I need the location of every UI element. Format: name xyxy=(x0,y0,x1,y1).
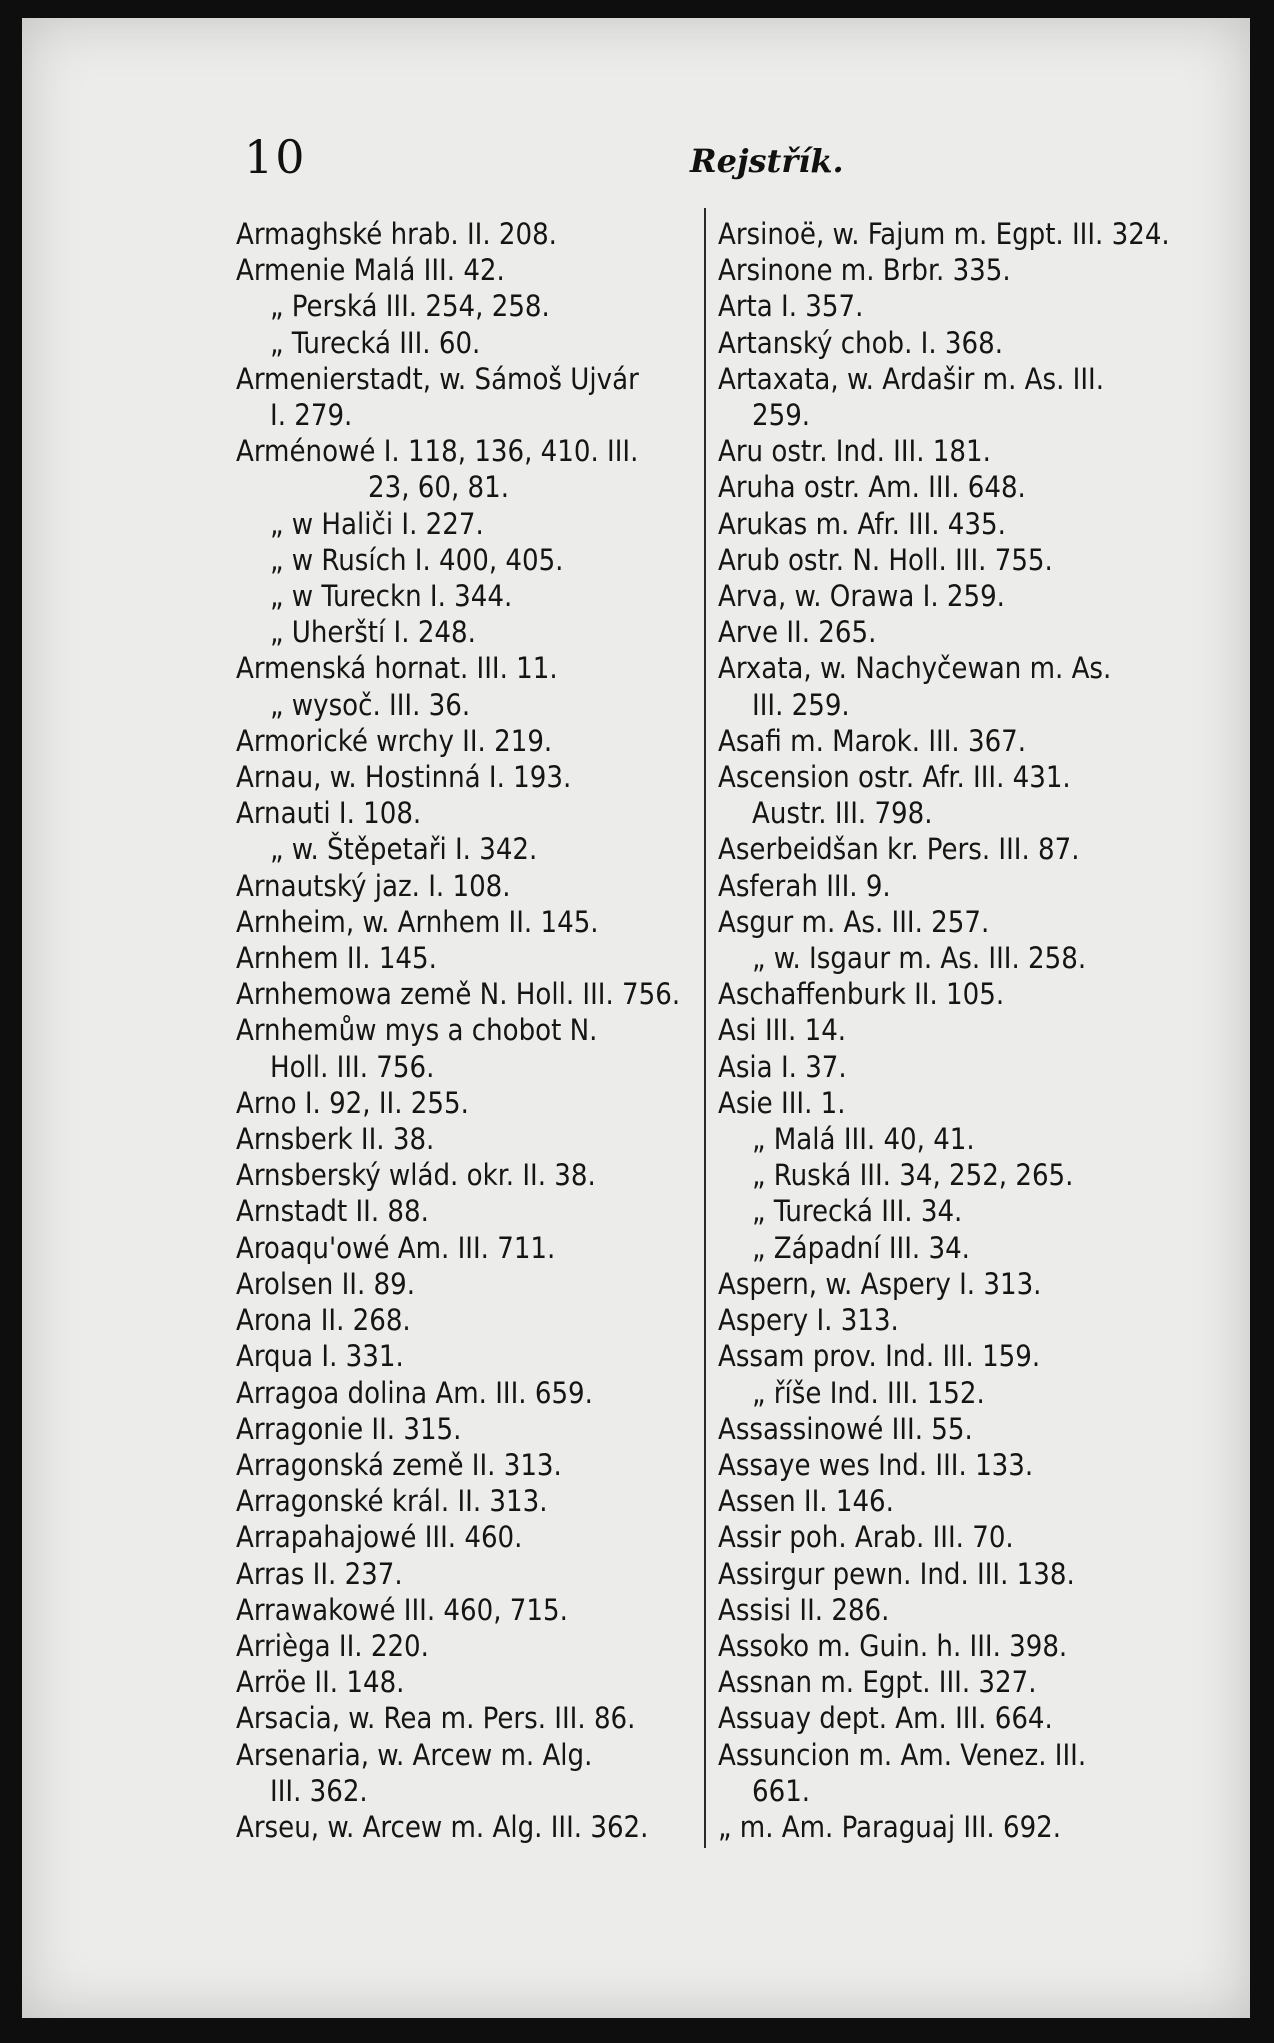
index-entry: „ m. Am. Paraguaj III. 692. xyxy=(718,1809,1062,1844)
index-entry: Asi III. 14. xyxy=(718,1013,847,1048)
index-entry: Arnhemůw mys a chobot N. xyxy=(236,1013,598,1048)
index-entry: Aspery I. 313. xyxy=(718,1303,899,1338)
index-entry: „ w Haliči I. 227. xyxy=(270,506,484,541)
index-column-right xyxy=(718,216,1218,1845)
index-entry: Arnstadt II. 88. xyxy=(236,1194,429,1229)
index-entry: Aru ostr. Ind. III. 181. xyxy=(718,434,991,469)
index-entry: I. 279. xyxy=(270,398,353,433)
index-entry: 259. xyxy=(752,398,811,433)
index-entry: Arolsen II. 89. xyxy=(236,1266,416,1301)
index-entry: „ Západní III. 34. xyxy=(752,1230,970,1265)
scanned-page xyxy=(22,18,1250,2018)
index-entry: Arröe II. 148. xyxy=(236,1665,405,1700)
index-entry: Arva, w. Orawa I. 259. xyxy=(718,579,1005,614)
index-entry: Arnhemowa země N. Holl. III. 756. xyxy=(236,977,681,1012)
index-column-left xyxy=(236,216,706,1845)
index-entry: Asie III. 1. xyxy=(718,1085,846,1120)
index-entry: Aspern, w. Aspery I. 313. xyxy=(718,1266,1042,1301)
index-entry: „ w. Isgaur m. As. III. 258. xyxy=(752,941,1087,976)
index-entry: Arnauti I. 108. xyxy=(236,796,422,831)
index-entry: III. 362. xyxy=(270,1773,368,1808)
index-entry: III. 259. xyxy=(752,687,850,722)
index-entry: Arnheim, w. Arnhem II. 145. xyxy=(236,904,599,939)
index-entry: Assirgur pewn. Ind. III. 138. xyxy=(718,1556,1075,1591)
index-entry: Arsinoë, w. Fajum m. Egpt. III. 324. xyxy=(718,217,1170,251)
index-entry: „ Ruská III. 34, 252, 265. xyxy=(752,1158,1074,1193)
index-entry: Holl. III. 756. xyxy=(270,1049,435,1084)
index-entry: Assir poh. Arab. III. 70. xyxy=(718,1520,1014,1555)
index-entry: Arnsberk II. 38. xyxy=(236,1122,435,1157)
index-entry: Austr. III. 798. xyxy=(752,796,933,831)
index-entry: Assam prov. Ind. III. 159. xyxy=(718,1339,1041,1374)
index-entry: Asia I. 37. xyxy=(718,1049,847,1084)
index-entry: Arno I. 92, II. 255. xyxy=(236,1085,469,1120)
index-entry: Aschaffenburk II. 105. xyxy=(718,977,1005,1012)
index-entry: Arona II. 268. xyxy=(236,1303,411,1338)
index-entry: Arrapahajowé III. 460. xyxy=(236,1520,523,1555)
index-entry: Arras II. 237. xyxy=(236,1556,403,1591)
index-entry: Artaxata, w. Ardašir m. As. III. xyxy=(718,361,1105,396)
index-entry: Asgur m. As. III. 257. xyxy=(718,904,990,939)
index-entry: Aruha ostr. Am. III. 648. xyxy=(718,470,1026,505)
index-entry: Arragoa dolina Am. III. 659. xyxy=(236,1375,593,1410)
column-divider xyxy=(704,208,706,1848)
index-entry: Arxata, w. Nachyčewan m. As. xyxy=(718,651,1112,686)
running-title: Rejstřík. xyxy=(690,142,844,180)
index-entry: Ascension ostr. Afr. III. 431. xyxy=(718,760,1071,795)
index-entry: Assoko m. Guin. h. III. 398. xyxy=(718,1628,1068,1663)
index-entry: Arsacia, w. Rea m. Pers. III. 86. xyxy=(236,1701,636,1736)
index-entry: Armenie Malá III. 42. xyxy=(236,253,505,288)
index-entry: Assuay dept. Am. III. 664. xyxy=(718,1701,1053,1736)
index-entry: Arsenaria, w. Arcew m. Alg. xyxy=(236,1737,593,1772)
index-entry: „ w Rusích I. 400, 405. xyxy=(270,542,564,577)
index-entry: „ říše Ind. III. 152. xyxy=(752,1375,985,1410)
index-entry: Assen II. 146. xyxy=(718,1484,894,1519)
index-entry: Asferah III. 9. xyxy=(718,868,891,903)
index-entry: Arragonské král. II. 313. xyxy=(236,1484,548,1519)
index-entry: „ Turecká III. 60. xyxy=(270,325,481,360)
index-entry: Aroaqu'owé Am. III. 711. xyxy=(236,1230,556,1265)
index-entry: Armorické wrchy II. 219. xyxy=(236,723,553,758)
index-entry: Arrawakowé III. 460, 715. xyxy=(236,1592,568,1627)
index-entry: „ w. Štěpetaři I. 342. xyxy=(270,832,538,867)
index-entry: Arnhem II. 145. xyxy=(236,941,437,976)
index-entry: Arve II. 265. xyxy=(718,615,877,650)
index-entry: Arragonská země II. 313. xyxy=(236,1447,562,1482)
index-entry: Assnan m. Egpt. III. 327. xyxy=(718,1665,1037,1700)
index-entry: Assaye wes Ind. III. 133. xyxy=(718,1447,1034,1482)
index-entry: Arnau, w. Hostinná I. 193. xyxy=(236,760,572,795)
index-entry: Aserbeidšan kr. Pers. III. 87. xyxy=(718,832,1080,867)
index-entry: 23, 60, 81. xyxy=(368,470,509,505)
index-entry: Assuncion m. Am. Venez. III. xyxy=(718,1737,1087,1772)
index-entry: Armaghské hrab. II. 208. xyxy=(236,217,557,251)
index-entry: Assisi II. 286. xyxy=(718,1592,890,1627)
index-entry: „ Turecká III. 34. xyxy=(752,1194,963,1229)
index-entry: Arukas m. Afr. III. 435. xyxy=(718,506,1006,541)
index-entry: Assassinowé III. 55. xyxy=(718,1411,973,1446)
index-entry: Asafi m. Marok. III. 367. xyxy=(718,723,1027,758)
index-entry: Arnautský jaz. I. 108. xyxy=(236,868,511,903)
index-entry: Armenierstadt, w. Sámoš Ujvár xyxy=(236,361,639,396)
index-entry: 661. xyxy=(752,1773,811,1808)
index-entry: Arnsberský wlád. okr. II. 38. xyxy=(236,1158,596,1193)
index-entry: „ w Tureckn I. 344. xyxy=(270,579,513,614)
index-entry: Arub ostr. N. Holl. III. 755. xyxy=(718,542,1053,577)
index-entry: „ Uherští I. 248. xyxy=(270,615,476,650)
index-entry: Arrièga II. 220. xyxy=(236,1628,429,1663)
index-entry: Arseu, w. Arcew m. Alg. III. 362. xyxy=(236,1809,649,1844)
page-number: 10 xyxy=(244,130,307,184)
index-entry: Arqua I. 331. xyxy=(236,1339,404,1374)
index-entry: Arta I. 357. xyxy=(718,289,864,324)
index-entry: Arsinone m. Brbr. 335. xyxy=(718,253,1011,288)
index-entry: „ wysoč. III. 36. xyxy=(270,687,471,722)
index-entry: „ Perská III. 254, 258. xyxy=(270,289,550,324)
index-entry: Arménowé I. 118, 136, 410. III. xyxy=(236,434,639,469)
index-entry: Artanský chob. I. 368. xyxy=(718,325,1004,360)
index-entry: Armenská hornat. III. 11. xyxy=(236,651,558,686)
index-entry: „ Malá III. 40, 41. xyxy=(752,1122,975,1157)
index-entry: Arragonie II. 315. xyxy=(236,1411,462,1446)
